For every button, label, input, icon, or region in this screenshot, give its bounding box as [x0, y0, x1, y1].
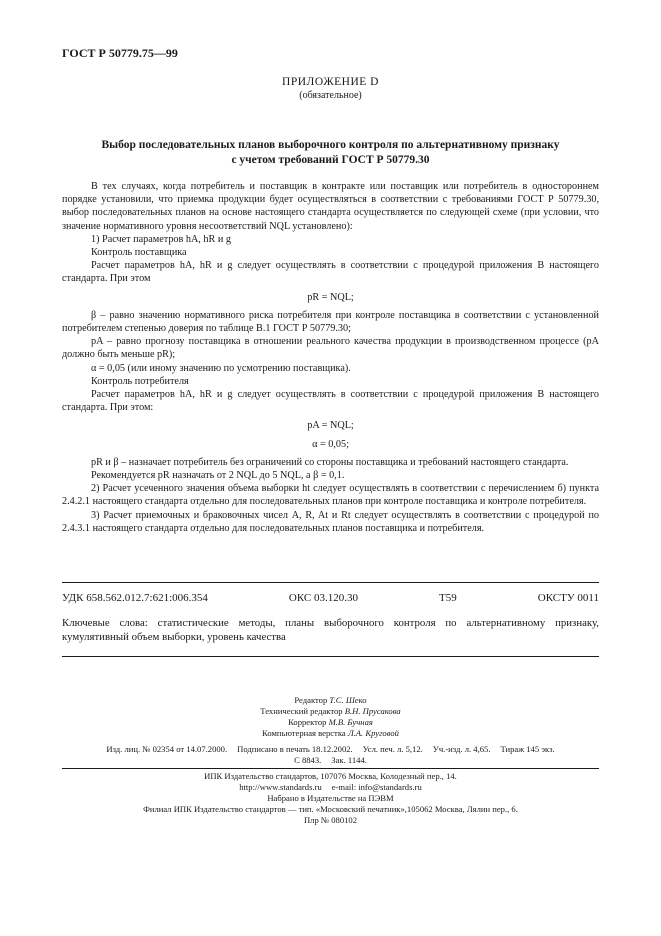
section-title-line1: Выбор последовательных планов выборочного контроля по альтернативному признаку [101, 139, 560, 151]
paragraph: 2) Расчет усеченного значения объема выборки ht следует осуществлять в соответствии с перечислением б) пункта 2.4.2.1 настоящего стандарта отдельно для последовательных планов при контроле поставщика и контроле потребителя. [62, 483, 599, 508]
document-header: ГОСТ Р 50779.75—99 [62, 46, 178, 60]
publ-sheets-text: Уч.-изд. л. 4,65. [432, 744, 491, 754]
paragraph: Расчет параметров hA, hR и g следует осуществлять в соответствии с процедурой приложения В настоящего стандарта. При этом [62, 260, 599, 285]
credit-role: Корректор [288, 717, 327, 727]
keywords: Ключевые слова: статистические методы, планы выборочного контроля по альтернативному признаку, кумулятивный объем выборки, уровень качества [62, 617, 599, 643]
credit-name: Т.С. Шеко [329, 695, 367, 705]
divider [62, 582, 599, 583]
subheading: Контроль потребителя [91, 375, 189, 387]
credit-name: М.В. Бучная [328, 717, 373, 727]
subheading: Контроль поставщика [91, 247, 187, 259]
credit-role: Редактор [294, 695, 328, 705]
website-link[interactable]: http://www.standards.ru [239, 782, 322, 792]
print-run-text: Тираж 145 экз. [500, 744, 555, 754]
section-title-line2: с учетом требований ГОСТ Р 50779.30 [231, 154, 430, 166]
divider [62, 656, 599, 657]
okstu-code: ОКСТУ 0011 [537, 592, 599, 604]
paragraph: Рекомендуется pR назначать от 2 NQL до 5 NQL, а β = 0,1. [91, 470, 345, 482]
email-link[interactable]: e-mail: info@standards.ru [331, 782, 422, 792]
credit-line [0, 717, 661, 728]
formula: pA = NQL; [307, 420, 354, 432]
t-code: Т59 [439, 592, 457, 604]
license-text: Изд. лиц. № 02354 от 14.07.2000. [106, 744, 228, 754]
credit-role: Компьютерная верстка [262, 728, 346, 738]
credits [0, 695, 661, 739]
udk-code: УДК 658.562.012.7:621:006.354 [62, 592, 208, 604]
credit-name: Л.А. Круговой [347, 728, 399, 738]
section-title [0, 138, 661, 168]
paragraph: β – равно значению нормативного риска потребителя при контроле поставщика в соответствии с установленной потребителем степенью доверия по таблице В.1 ГОСТ Р 50779.30; [62, 309, 599, 335]
typeset-note: Набрано в Издательстве на ПЭВМ [267, 793, 394, 803]
printer-address: Филиал ИПК Издательство стандартов — тип. «Московский печатник»,105062 Москва, Лялин пер., 6. [143, 804, 518, 814]
formula: α = 0,05; [312, 438, 349, 450]
credit-name: В.Н. Прусакова [344, 706, 401, 716]
paragraph: 3) Расчет приемочных и браковочных чисел A, R, At и Rt следует осуществлять в соответствии с процедурой по 2.4.3.1 настоящего стандарта отдельно для последовательных планов поставщика и потребителя. [62, 509, 599, 534]
credit-line [0, 706, 661, 717]
oks-code: ОКС 03.120.30 [288, 592, 358, 604]
credit-role: Технический редактор [260, 706, 343, 716]
credit-line [0, 728, 661, 739]
publisher-block [62, 771, 599, 826]
paragraph: pA – равно прогнозу поставщика в отношении реального качества продукции в производственном процессе (pA должно быть меньше pR); [62, 336, 599, 361]
paragraph: Расчет параметров hA, hR и g следует осуществлять в соответствии с процедурой приложения В настоящего стандарта. При этом: [62, 389, 599, 414]
classification-row [62, 592, 599, 604]
plr-number: Плр № 080102 [303, 815, 358, 825]
imprint-block [62, 744, 599, 766]
paragraph: В тех случаях, когда потребитель и поставщик в контракте или поставщик или потребитель в одностороннем порядке установили, что приемка продукции будет осуществляться в соответствии с требованиями ГОСТ Р 50779.30, выбор последовательных планов на основе настоящего стандарта осуществляется по следующей схеме (при условии, что значение нормативного уровня несоответствий NQL установлено): [62, 181, 599, 232]
imprint-row [62, 744, 599, 755]
appendix-subtitle: (обязательное) [299, 90, 362, 101]
formula: pR = NQL; [307, 291, 354, 303]
paragraph: pR и β – назначает потребитель без ограничений со стороны поставщика и требований настоящего стандарта. [91, 456, 569, 468]
imprint-row [62, 755, 599, 766]
publisher-web-row [62, 782, 599, 793]
publisher-address: ИПК Издательство стандартов, 107076 Москва, Колодезный пер., 14. [204, 771, 457, 781]
sheets-text: Усл. печ. л. 5,12. [362, 744, 423, 754]
paragraph: α = 0,05 (или иному значению по усмотрению поставщика). [91, 362, 351, 374]
signed-text: Подписано в печать 18.12.2002. [237, 744, 353, 754]
body-text [62, 180, 599, 535]
divider [62, 768, 599, 769]
code-text: С 8843. [294, 755, 322, 765]
credit-line [0, 695, 661, 706]
appendix-title: ПРИЛОЖЕНИЕ D [282, 76, 379, 88]
list-item: 1) Расчет параметров hA, hR и g [91, 233, 231, 245]
order-text: Зак. 1144. [331, 755, 367, 765]
